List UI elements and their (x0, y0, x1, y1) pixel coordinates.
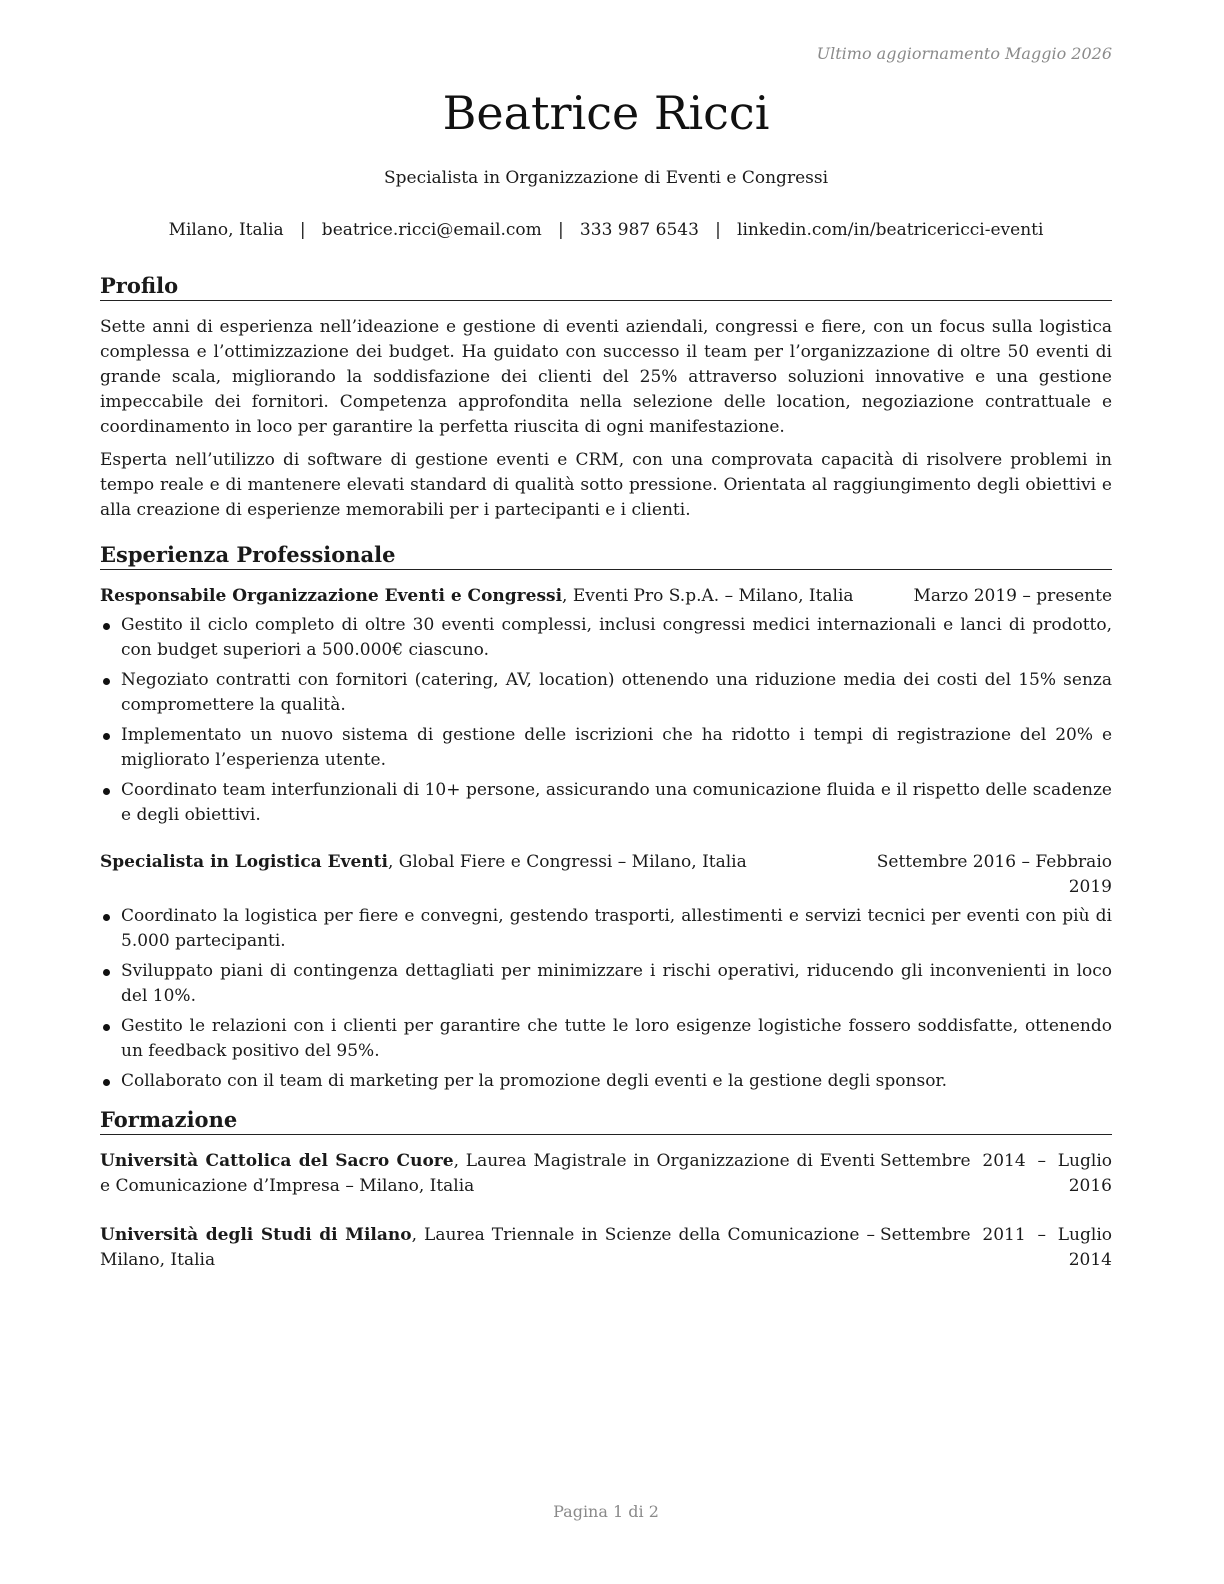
list-item: Coordinato la logistica per fiere e convegni, gestendo trasporti, allestimenti e servizi tecnici per eventi con più di 5.000 partecipanti. (100, 904, 1112, 954)
list-item: Gestito il ciclo completo di oltre 30 eventi complessi, inclusi congressi medici internazionali e lanci di prodotto, con budget superiori a 500.000€ ciascuno. (100, 613, 1112, 663)
job-company: , Eventi Pro S.p.A. – Milano, Italia (562, 586, 854, 606)
list-item: Sviluppato piani di contingenza dettagliati per minimizzare i rischi operativi, riducendo gli inconvenienti in loco del 10%. (100, 959, 1112, 1009)
profile-paragraph: Esperta nell’utilizzo di software di gestione eventi e CRM, con una comprovata capacità di risolvere problemi in tempo reale e di mantenere elevati standard di qualità sotto pressione. Orientata al raggiungimento degli obiettivi e alla creazione di esperienze memorabili per i partecipanti e i clienti. (100, 450, 1112, 520)
education-section (100, 1106, 1112, 1273)
section-title-profile: Profilo (100, 272, 1112, 301)
candidate-title: Specialista in Organizzazione di Eventi e Congressi (383, 168, 829, 188)
job-dates: Marzo 2019 – presente (913, 586, 1112, 606)
school-name: Università degli Studi di Milano (100, 1225, 412, 1245)
job-dates: Settembre 2016 – Febbraio 2019 (876, 852, 1112, 897)
resume-content (100, 272, 1112, 1273)
school-name: Università Cattolica del Sacro Cuore (100, 1151, 454, 1171)
job-header (100, 584, 1112, 609)
job-entry (100, 850, 1112, 1094)
degree-detail: , Laurea Magistrale in Organizzazione di Eventi e Comunicazione d’Impresa – Milano, Italia (100, 1151, 875, 1196)
bullet-icon (103, 788, 110, 795)
contact-line: Milano, Italia | beatrice.ricci@email.com | 333 987 6543 | linkedin.com/in/beatricericci-eventi (168, 220, 1044, 240)
list-item: Collaborato con il team di marketing per la promozione degli eventi e la gestione degli sponsor. (100, 1069, 1112, 1094)
profile-paragraph: Sette anni di esperienza nell’ideazione e gestione di eventi aziendali, congressi e fiere, con un focus sulla logistica complessa e l’ottimizzazione dei budget. Ha guidato con successo il team per l’organizzazione di oltre 50 eventi di grande scala, migliorando la soddisfazione dei clienti del 25% attraverso soluzioni innovative e una gestione impeccabile dei fornitori. Competenza approfondita nella selezione delle location, negoziazione contrattuale e coordinamento in loco per garantire la perfetta riuscita di ogni manifestazione. (100, 317, 1112, 437)
bullet-icon (103, 1079, 110, 1086)
page-number: Pagina 1 di 2 (553, 1502, 659, 1521)
candidate-name: Beatrice Ricci (442, 86, 770, 140)
list-item: Implementato un nuovo sistema di gestione delle iscrizioni che ha ridotto i tempi di registrazione del 20% e migliorato l’esperienza utente. (100, 723, 1112, 773)
last-updated-note: Ultimo aggiornamento Maggio 2026 (816, 44, 1112, 63)
list-item: Gestito le relazioni con i clienti per garantire che tutte le loro esigenze logistiche fossero soddisfatte, ottenendo un feedback positivo del 95%. (100, 1014, 1112, 1064)
section-title-education: Formazione (100, 1106, 1112, 1135)
list-item: Coordinato team interfunzionali di 10+ persone, assicurando una comunicazione fluida e il rispetto delle scadenze e degli obiettivi. (100, 778, 1112, 828)
education-dates: Settembre 2011 – Luglio 2014 (880, 1225, 1112, 1270)
list-item: Negoziato contratti con fornitori (catering, AV, location) ottenendo una riduzione media dei costi del 15% senza compromettere la qualità. (100, 668, 1112, 718)
bullet-icon (103, 623, 110, 630)
bullet-icon (103, 1024, 110, 1031)
job-role: Specialista in Logistica Eventi (100, 852, 388, 872)
education-entry (100, 1223, 1112, 1273)
experience-section (100, 541, 1112, 1094)
bullet-icon (103, 678, 110, 685)
education-dates: Settembre 2014 – Luglio 2016 (880, 1151, 1112, 1196)
profile-section (100, 272, 1112, 523)
job-role: Responsabile Organizzazione Eventi e Congressi (100, 586, 563, 606)
bullet-icon (103, 733, 110, 740)
job-entry (100, 584, 1112, 828)
job-bullets (100, 904, 1112, 1094)
degree-detail: , Laurea Triennale in Scienze della Comunicazione – Milano, Italia (100, 1225, 875, 1270)
job-company: , Global Fiere e Congressi – Milano, Italia (387, 852, 747, 872)
job-bullets (100, 613, 1112, 828)
education-entry (100, 1149, 1112, 1199)
bullet-icon (103, 914, 110, 921)
bullet-icon (103, 969, 110, 976)
job-header (100, 850, 1112, 900)
section-title-experience: Esperienza Professionale (100, 541, 1112, 570)
